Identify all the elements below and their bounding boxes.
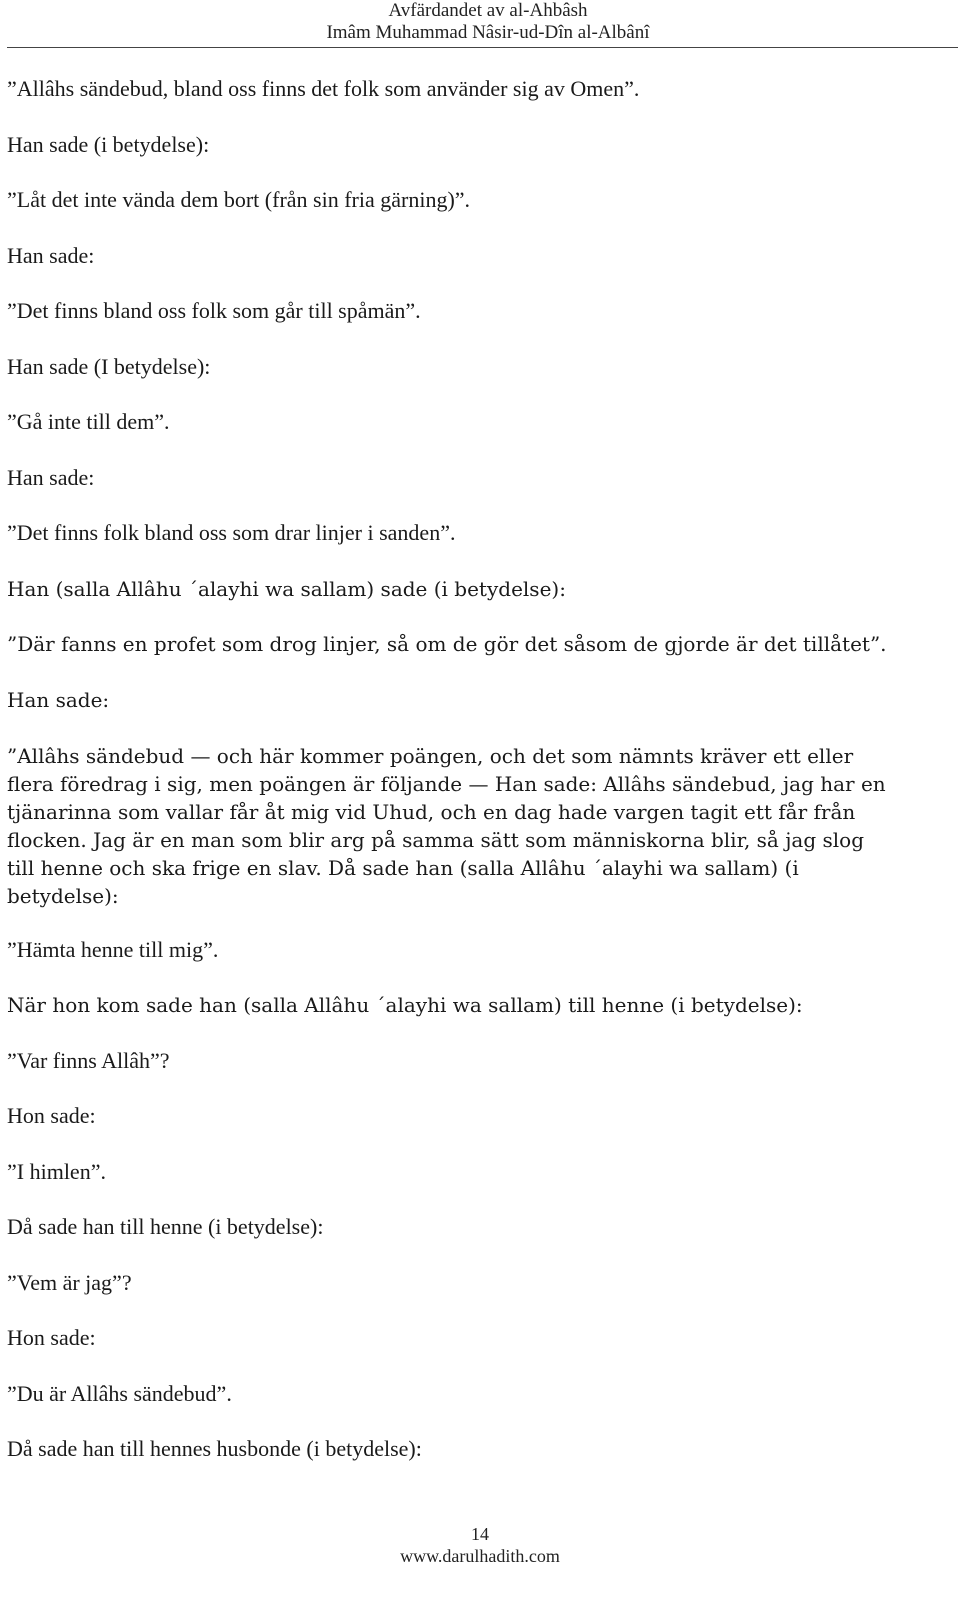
header-title: Avfärdandet av al-Ahbâsh [388, 0, 588, 21]
footer-url: www.darulhadith.com [400, 1546, 560, 1566]
text-line: Hon sade: [7, 1325, 96, 1350]
text-line: Han sade: [7, 243, 95, 268]
text-line: ”Vem är jag”? [7, 1270, 132, 1295]
paragraph-line: flera föredrag i sig, men poängen är följande — Han sade: Allâhs sändebud, jag har en [7, 772, 886, 796]
text-line: Han sade: [7, 688, 110, 712]
text-line: Hon sade: [7, 1103, 96, 1128]
text-line: ”Det finns bland oss folk som går till spåmän”. [7, 298, 421, 323]
page-header [0, 0, 960, 49]
header-author: Imâm Muhammad Nâsir-ud-Dîn al-Albânî [326, 22, 650, 43]
text-line: ”Låt det inte vända dem bort (från sin fria gärning)”. [7, 187, 471, 212]
text-line: ”Hämta henne till mig”. [7, 937, 219, 962]
text-line: ”Gå inte till dem”. [7, 409, 170, 434]
paragraph-line: ”Allâhs sändebud — och här kommer poängen, och det som nämnts kräver ett eller [7, 744, 854, 768]
paragraph [7, 742, 947, 910]
text-line: När hon kom sade han (salla Allâhu ´alayhi wa sallam) till henne (i betydelse): [7, 993, 803, 1017]
paragraph-line: tjänarinna som vallar får åt mig vid Uhud, och en dag hade vargen tagit ett får från [7, 800, 856, 824]
text-line: ”I himlen”. [7, 1159, 106, 1184]
text-line: ”Du är Allâhs sändebud”. [7, 1381, 232, 1406]
paragraph-line: betydelse): [7, 884, 119, 908]
text-line: Han (salla Allâhu ´alayhi wa sallam) sade (i betydelse): [7, 577, 566, 601]
text-line: ”Var finns Allâh”? [7, 1048, 170, 1073]
text-line: Han sade: [7, 465, 95, 490]
text-line: Då sade han till henne (i betydelse): [7, 1214, 324, 1239]
text-line: ”Där fanns en profet som drog linjer, så om de gör det såsom de gjorde är det tillåtet”. [7, 632, 887, 656]
header-divider [7, 47, 958, 48]
page-number: 14 [471, 1524, 489, 1544]
text-line: Då sade han till hennes husbonde (i betydelse): [7, 1436, 422, 1461]
text-line: Han sade (i betydelse): [7, 132, 210, 157]
paragraph-line: till henne och ska frige en slav. Då sade han (salla Allâhu ´alayhi wa sallam) (i [7, 856, 799, 880]
text-line: ”Det finns folk bland oss som drar linjer i sanden”. [7, 520, 456, 545]
text-line: ”Allâhs sändebud, bland oss finns det folk som använder sig av Omen”. [7, 76, 640, 101]
paragraph-line: flocken. Jag är en man som blir arg på samma sätt som människorna blir, så jag slog [7, 828, 864, 852]
text-line: Han sade (I betydelse): [7, 354, 211, 379]
